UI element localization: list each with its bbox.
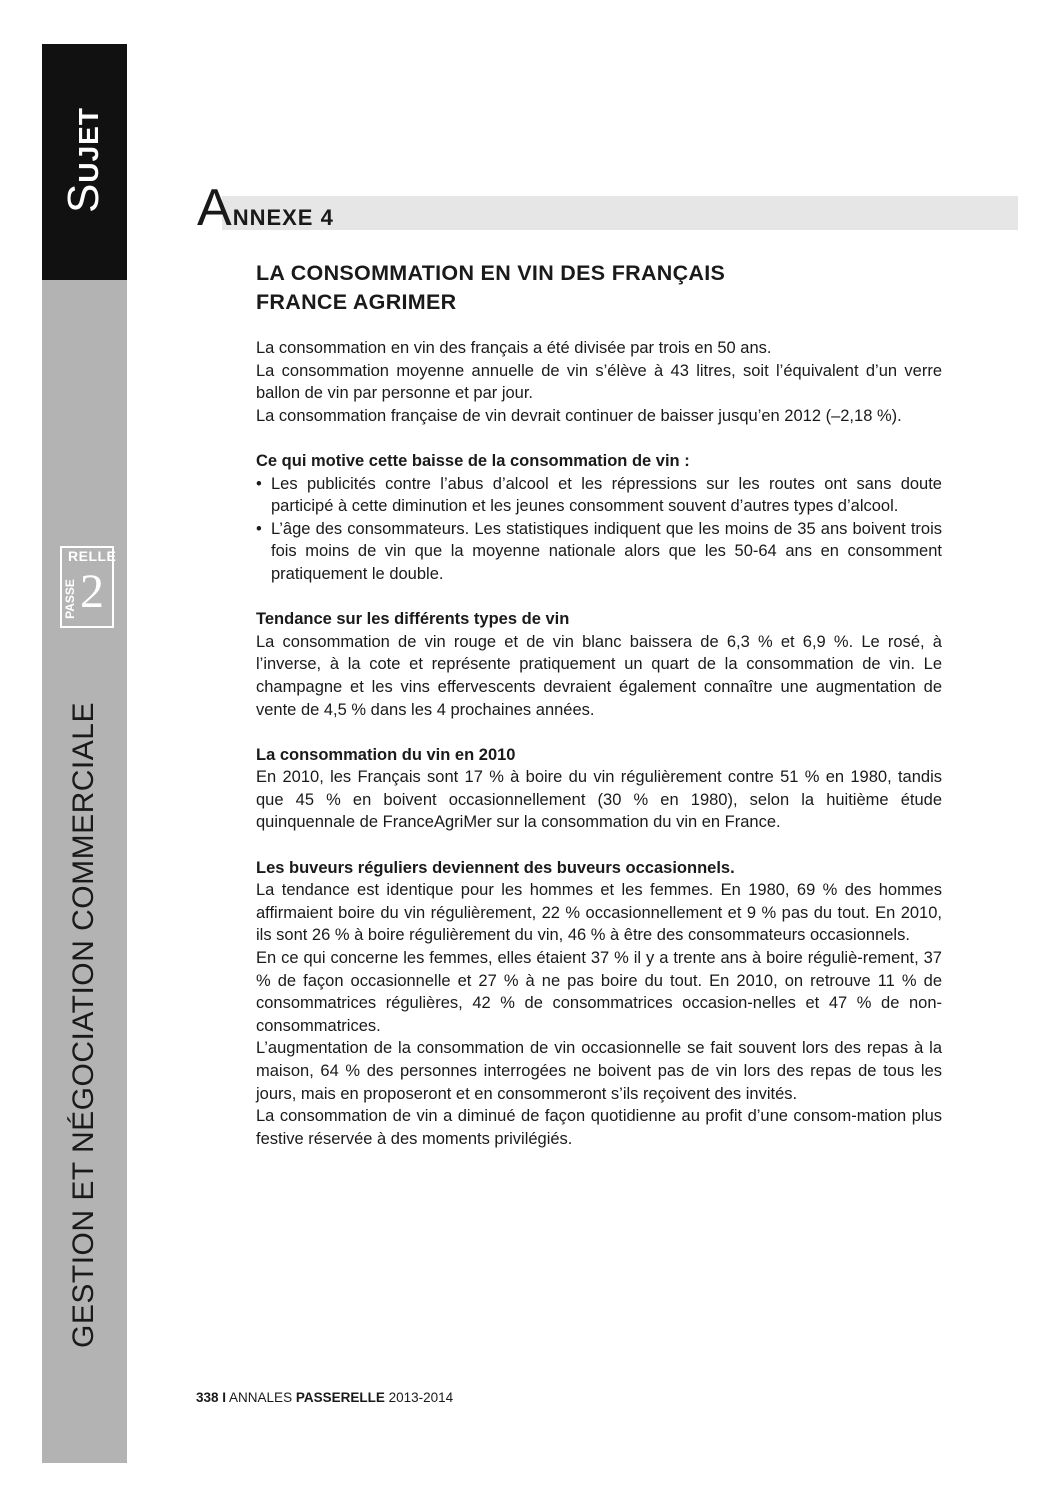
bullet-list — [256, 473, 942, 586]
section-paragraph: En ce qui concerne les femmes, elles étaient 37 % il y a trente ans à boire réguliè-rement, 37 % de façon occasionnelle et 27 % à ne pas boire du tout. En 2010, on retrouve 11 % de consommatrices régulières, 42 % de consommatrices occasion-nelles et 47 % de non-consommatrices. — [256, 949, 942, 1035]
section-paragraph: La tendance est identique pour les hommes et les femmes. En 1980, 69 % des hommes affirmaient boire du vin régulièrement, 22 % occasionnellement et 9 % pas du tout. En 2010, ils sont 26 % à boire régulièrement du vin, 46 % à être des consommateurs occasionnels. — [256, 881, 942, 945]
page-footer: 338 I ANNALES PASSERELLE 2013-2014 — [196, 1390, 454, 1405]
section-paragraph: L’augmentation de la consommation de vin occasionnelle se fait souvent lors des repas à la maison, 64 % des personnes interrogées ne boivent pas de vin lors des repas de tous les jours, mais en proposeront et en consommeront s’ils reçoivent des invités. — [256, 1039, 942, 1103]
section-paragraph: La consommation de vin rouge et de vin blanc baissera de 6,3 % et 6,9 %. Le rosé, à l’inverse, à la cote et représente pratiquement un quart de la consommation de vin. Le champagne et les vins effervescents devraient également connaître une augmentation de vente de 4,5 % dans les 4 prochaines années. — [256, 632, 942, 719]
section-heading: La consommation du vin en 2010 — [256, 745, 516, 764]
passerelle-logo: RELLE PASSE 2 — [60, 546, 114, 628]
vertical-section-title: GESTION ET NÉGOCIATION COMMERCIALE — [67, 702, 100, 1348]
section-heading: Les buveurs réguliers deviennent des buveurs occasionnels. — [256, 858, 735, 877]
section-paragraph: La consommation de vin a diminué de façon quotidienne au profit d’une consom-mation plus festive réservée à des moments privilégiés. — [256, 1107, 942, 1148]
intro-paragraph: La consommation moyenne annuelle de vin s’élève à 43 litres, soit l’équivalent d’un verre ballon de vin par personne et par jour. — [256, 361, 942, 403]
list-item: • L’âge des consommateurs. Les statistiques indiquent que les moins de 35 ans boivent trois fois moins de vin que la moyenne nationale alors que les 50-64 ans en consomment pratiquement le double. — [256, 518, 942, 586]
sujet-label: SUJET — [59, 107, 108, 213]
section-heading: Ce qui motive cette baisse de la consommation de vin : — [256, 451, 690, 470]
intro-paragraph: La consommation en vin des français a été divisée par trois en 50 ans. — [256, 339, 772, 357]
document-title: LA CONSOMMATION EN VIN DES FRANÇAIS FRANCE AGRIMER — [256, 261, 726, 314]
list-item: • Les publicités contre l’abus d’alcool et les répressions sur les routes ont sans doute participé à cette diminution et les jeunes consomment souvent d’autres types d’alcool. — [256, 473, 942, 518]
document-body — [256, 337, 942, 1150]
section-paragraph: En 2010, les Français sont 17 % à boire du vin régulièrement contre 51 % en 1980, tandis que 45 % en boivent occasionnellement (30 % en 1980), selon la huitième étude quinquennale de FranceAgriMer sur la consommation du vin en France. — [256, 768, 942, 832]
annex-heading-band — [222, 196, 1018, 230]
annex-title: ANNEXE 4 — [197, 179, 334, 237]
intro-paragraph: La consommation française de vin devrait continuer de baisser jusqu’en 2012 (–2,18 %). — [256, 406, 902, 425]
section-heading: Tendance sur les différents types de vin — [256, 610, 570, 629]
